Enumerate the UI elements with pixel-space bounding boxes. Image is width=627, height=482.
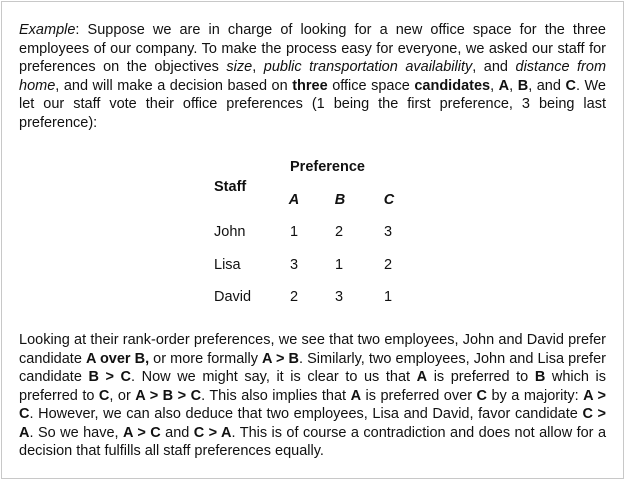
cell-david-a: 2 xyxy=(289,289,299,305)
bold-text: A xyxy=(350,387,362,404)
bold-text: C xyxy=(476,387,487,404)
option-header-c: C xyxy=(383,192,395,208)
text-run: , and xyxy=(472,59,516,75)
text-run: . However, we can also deduce that two employees, Lisa and David, favor candidate xyxy=(29,406,583,422)
text-run: , and xyxy=(528,77,566,94)
text-run: by a majority: xyxy=(487,387,584,404)
bold-text: candidates xyxy=(414,77,491,94)
bold-text: A > C xyxy=(19,387,606,422)
cell-lisa-a: 3 xyxy=(289,257,299,273)
cell-john-a: 1 xyxy=(289,224,299,240)
text-run: : Suppose we are in charge of looking for a new office space for the three employees of our company. To make the process easy for everyone, we asked our staff for preferences on the objectives xyxy=(19,22,606,75)
italic-text: Example xyxy=(19,22,76,38)
preference-header: Preference xyxy=(290,159,365,175)
bold-text: C > A xyxy=(19,406,606,441)
bold-text: A > B > C xyxy=(135,387,202,404)
bold-text: A > C xyxy=(122,424,161,441)
italic-text: public transportation availability xyxy=(263,59,473,75)
text-run: , and will make a decision based on xyxy=(55,77,293,94)
text-run: . Now we might say, it is clear to us that xyxy=(131,369,417,385)
bold-text: B xyxy=(517,77,529,94)
option-header-a: A xyxy=(288,192,300,208)
bold-text: B > C xyxy=(88,369,132,385)
text-run: . This is of course a contradiction and does not allow for a decision that fulfills all staff preferences equally. xyxy=(19,424,607,459)
cell-david-b: 3 xyxy=(334,289,344,305)
text-run: which is preferred to xyxy=(19,369,607,404)
bold-text: C xyxy=(565,77,576,94)
text-run: or more formally xyxy=(149,350,263,367)
cell-john-c: 3 xyxy=(383,224,393,240)
bold-text: A > B xyxy=(262,350,300,367)
text-run: . We let our staff vote their office preferences (1 being the first preference, 3 being last preference): xyxy=(19,77,606,131)
row-name-david: David xyxy=(214,289,252,305)
text-run: , xyxy=(490,77,499,94)
bold-text: B xyxy=(534,369,546,385)
conclusion-paragraph xyxy=(19,331,606,461)
text-run: is preferred to xyxy=(427,369,535,385)
cell-david-c: 1 xyxy=(383,289,393,305)
text-run: office space xyxy=(327,77,415,94)
text-run: . Similarly, two employees, John and Lisa prefer candidate xyxy=(19,350,606,385)
bold-text: C xyxy=(98,387,110,404)
bold-text: A xyxy=(498,77,510,94)
text-run: is preferred over xyxy=(361,387,477,404)
staff-header: Staff xyxy=(214,179,247,195)
text-run: , xyxy=(509,77,518,94)
text-run: and xyxy=(160,424,194,441)
text-run: . So we have, xyxy=(29,424,123,441)
italic-text: distance from home xyxy=(19,59,607,94)
text-run: . This also implies that xyxy=(201,387,351,404)
text-run: , xyxy=(252,59,264,75)
text-run: , or xyxy=(109,387,136,404)
row-name-john: John xyxy=(214,224,246,240)
cell-lisa-b: 1 xyxy=(334,257,344,273)
bold-text: C > A xyxy=(193,424,232,441)
text-run: Looking at their rank-order preferences, we see that two employees, John and David prefer candidate xyxy=(19,332,606,367)
cell-john-b: 2 xyxy=(334,224,344,240)
bold-text: A over B, xyxy=(85,350,150,367)
cell-lisa-c: 2 xyxy=(383,257,393,273)
row-name-lisa: Lisa xyxy=(214,257,241,273)
option-header-b: B xyxy=(334,192,346,208)
bold-text: three xyxy=(292,77,328,94)
bold-text: A xyxy=(416,369,428,385)
italic-text: size xyxy=(226,59,253,75)
